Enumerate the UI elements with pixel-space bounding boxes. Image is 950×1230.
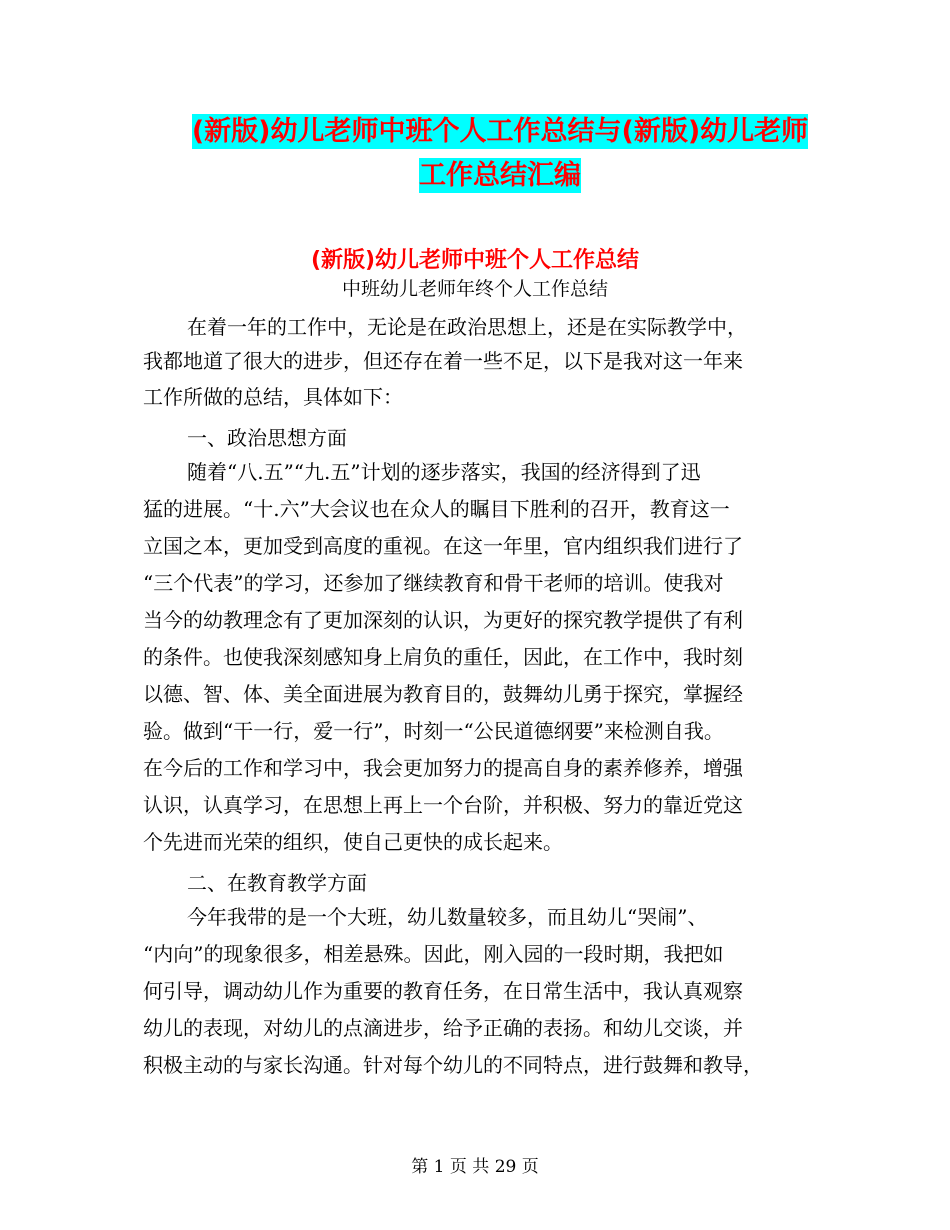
body-line: “三个代表”的学习，还参加了继续教育和骨干老师的培训。使我对 [143, 571, 724, 595]
body-line: 验。做到“干一行，爱一行”，时刻一“公民道德纲要”来检测自我。 [143, 719, 724, 743]
body-line: 认识，认真学习，在思想上再上一个台阶，并积极、努力的靠近党这 [143, 793, 743, 817]
section-subheading: 二、在教育教学方面 [187, 871, 367, 895]
body-line: “内向”的现象很多，相差悬殊。因此，刚入园的一段时期，我把如 [143, 942, 724, 966]
body-line: 在今后的工作和学习中，我会更加努力的提高自身的素养修养，增强 [143, 756, 743, 780]
body-line: 何引导，调动幼儿作为重要的教育任务，在日常生活中，我认真观察 [143, 979, 743, 1003]
body-line: 我都地道了很大的进步，但还存在着一些不足，以下是我对这一年来 [143, 349, 743, 373]
body-line: 积极主动的与家长沟通。针对每个幼儿的不同特点，进行鼓舞和教导， [143, 1053, 763, 1077]
body-line: 随着“八.五”“九.五”计划的逐步落实，我国的经济得到了迅 [187, 460, 701, 484]
section-heading: (新版)幼儿老师中班个人工作总结 [310, 248, 640, 273]
body-line: 猛的进展。“十.六”大会议也在众人的瞩目下胜利的召开，教育这一 [143, 497, 730, 521]
body-line: 个先进而光荣的组织，使自己更快的成长起来。 [143, 830, 563, 854]
page-number-footer: 第 1 页 共 29 页 [411, 1157, 539, 1177]
title-highlight-2: 工作总结汇编 [419, 160, 581, 191]
body-line: 以德、智、体、美全面进展为教育目的，鼓舞幼儿勇于探究，掌握经 [143, 682, 743, 706]
subtitle: 中班幼儿老师年终个人工作总结 [341, 278, 608, 300]
body-line: 的条件。也使我深刻感知身上肩负的重任，因此，在工作中，我时刻 [143, 645, 743, 669]
document-title-line-2 [130, 154, 870, 198]
body-line: 当今的幼教理念有了更加深刻的认识，为更好的探究教学提供了有利 [143, 608, 743, 632]
body-line: 工作所做的总结，具体如下： [143, 385, 403, 409]
document-title-line-1 [130, 110, 870, 154]
body-line: 幼儿的表现，对幼儿的点滴进步，给予正确的表扬。和幼儿交谈，并 [143, 1016, 743, 1040]
body-line: 今年我带的是一个大班，幼儿数量较多，而且幼儿“哭闹”、 [187, 905, 708, 929]
body-line: 立国之本，更加受到高度的重视。在这一年里，官内组织我们进行了 [143, 534, 743, 558]
body-line: 在着一年的工作中，无论是在政治思想上，还是在实际教学中， [187, 315, 747, 339]
title-highlight-1: (新版)幼儿老师中班个人工作总结与(新版)幼儿老师 [191, 116, 809, 147]
section-subheading: 一、政治思想方面 [187, 426, 347, 450]
